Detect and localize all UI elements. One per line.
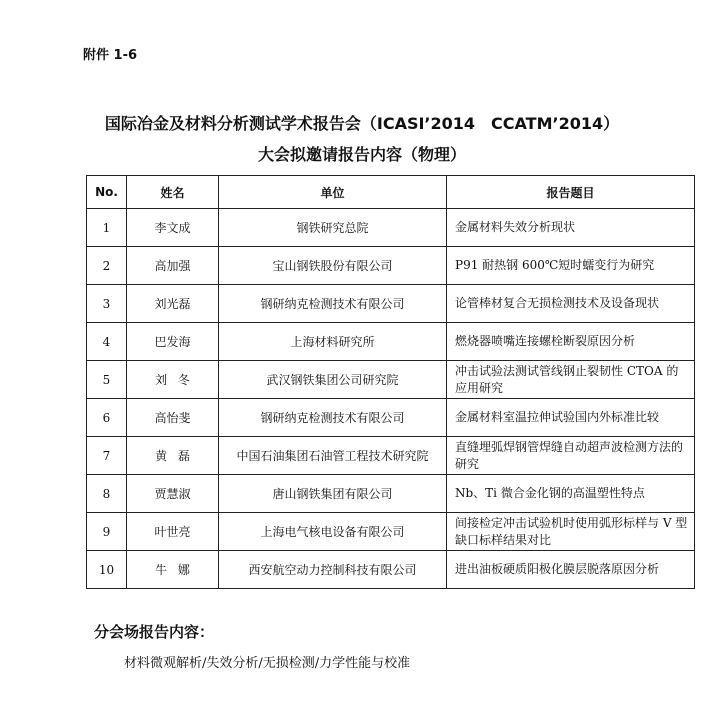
- speaker-unit: 西安航空动力控制科技有限公司: [219, 551, 447, 589]
- speaker-unit: 上海电气核电设备有限公司: [219, 513, 447, 551]
- speaker-name: 高加强: [127, 247, 219, 285]
- table-row: [87, 285, 695, 323]
- header-unit: 单位: [219, 176, 447, 209]
- table-header-row: [87, 176, 695, 209]
- row-number: 4: [87, 323, 127, 361]
- speaker-unit: 上海材料研究所: [219, 323, 447, 361]
- report-topic: 间接检定冲击试验机时使用弧形标样与 V 型缺口标样结果对比: [447, 513, 695, 551]
- row-number: 3: [87, 285, 127, 323]
- sub-session-content: 材料微观解析/失效分析/无损检测/力学性能与校准: [124, 656, 411, 671]
- speaker-name: 贾慧淑: [127, 475, 219, 513]
- speaker-unit: 钢研纳克检测技术有限公司: [219, 399, 447, 437]
- report-table: [86, 175, 695, 589]
- table-row: [87, 323, 695, 361]
- speaker-name: [127, 361, 219, 399]
- table-row: [87, 513, 695, 551]
- table-row: [87, 475, 695, 513]
- speaker-unit: 钢铁研究总院: [219, 209, 447, 247]
- sub-session-heading: 分会场报告内容：: [94, 623, 215, 641]
- report-topic: 金属材料室温拉伸试验国内外标准比较: [447, 399, 695, 437]
- row-number: 1: [87, 209, 127, 247]
- row-number: 9: [87, 513, 127, 551]
- header-no: No.: [87, 176, 127, 209]
- row-number: 5: [87, 361, 127, 399]
- row-number: 7: [87, 437, 127, 475]
- table-row: [87, 551, 695, 589]
- speaker-unit: 中国石油集团石油管工程技术研究院: [219, 437, 447, 475]
- table-row: [87, 437, 695, 475]
- speaker-name: 叶世亮: [127, 513, 219, 551]
- table-row: [87, 399, 695, 437]
- attachment-label: 附件 1-6: [83, 48, 138, 63]
- speaker-unit: 唐山钢铁集团有限公司: [219, 475, 447, 513]
- speaker-name: 巴发海: [127, 323, 219, 361]
- row-number: 8: [87, 475, 127, 513]
- speaker-name: 高怡斐: [127, 399, 219, 437]
- table-row: [87, 361, 695, 399]
- report-topic: Nb、Ti 微合金化钢的高温塑性特点: [447, 475, 695, 513]
- speaker-unit: 钢研纳克检测技术有限公司: [219, 285, 447, 323]
- speaker-name: [127, 437, 219, 475]
- row-number: 10: [87, 551, 127, 589]
- speaker-name: [127, 551, 219, 589]
- row-number: 2: [87, 247, 127, 285]
- report-topic: 金属材料失效分析现状: [447, 209, 695, 247]
- row-number: 6: [87, 399, 127, 437]
- table-row: [87, 209, 695, 247]
- report-topic: 论管棒材复合无损检测技术及设备现状: [447, 285, 695, 323]
- report-topic: 直缝埋弧焊钢管焊缝自动超声波检测方法的研究: [447, 437, 695, 475]
- speaker-name: 李文成: [127, 209, 219, 247]
- header-topic: 报告题目: [447, 176, 695, 209]
- table-row: [87, 247, 695, 285]
- speaker-name: 刘光磊: [127, 285, 219, 323]
- speaker-name-text: 黄磊: [155, 449, 201, 463]
- speaker-unit: 宝山钢铁股份有限公司: [219, 247, 447, 285]
- speaker-unit: 武汉钢铁集团公司研究院: [219, 361, 447, 399]
- report-topic: 燃烧器喷嘴连接螺栓断裂原因分析: [447, 323, 695, 361]
- report-topic: 进出油板硬质阳极化膜层脱落原因分析: [447, 551, 695, 589]
- header-name: 姓名: [127, 176, 219, 209]
- document-subtitle: 大会拟邀请报告内容（物理）: [257, 145, 466, 164]
- speaker-name-text: 牛娜: [155, 563, 201, 577]
- report-topic: 冲击试验法测试管线钢止裂韧性 CTOA 的应用研究: [447, 361, 695, 399]
- report-topic: P91 耐热钢 600℃短时蠕变行为研究: [447, 247, 695, 285]
- document-title: 国际冶金及材料分析测试学术报告会（ICASI’2014 CCATM’2014）: [104, 114, 620, 133]
- speaker-name-text: 刘冬: [155, 373, 201, 387]
